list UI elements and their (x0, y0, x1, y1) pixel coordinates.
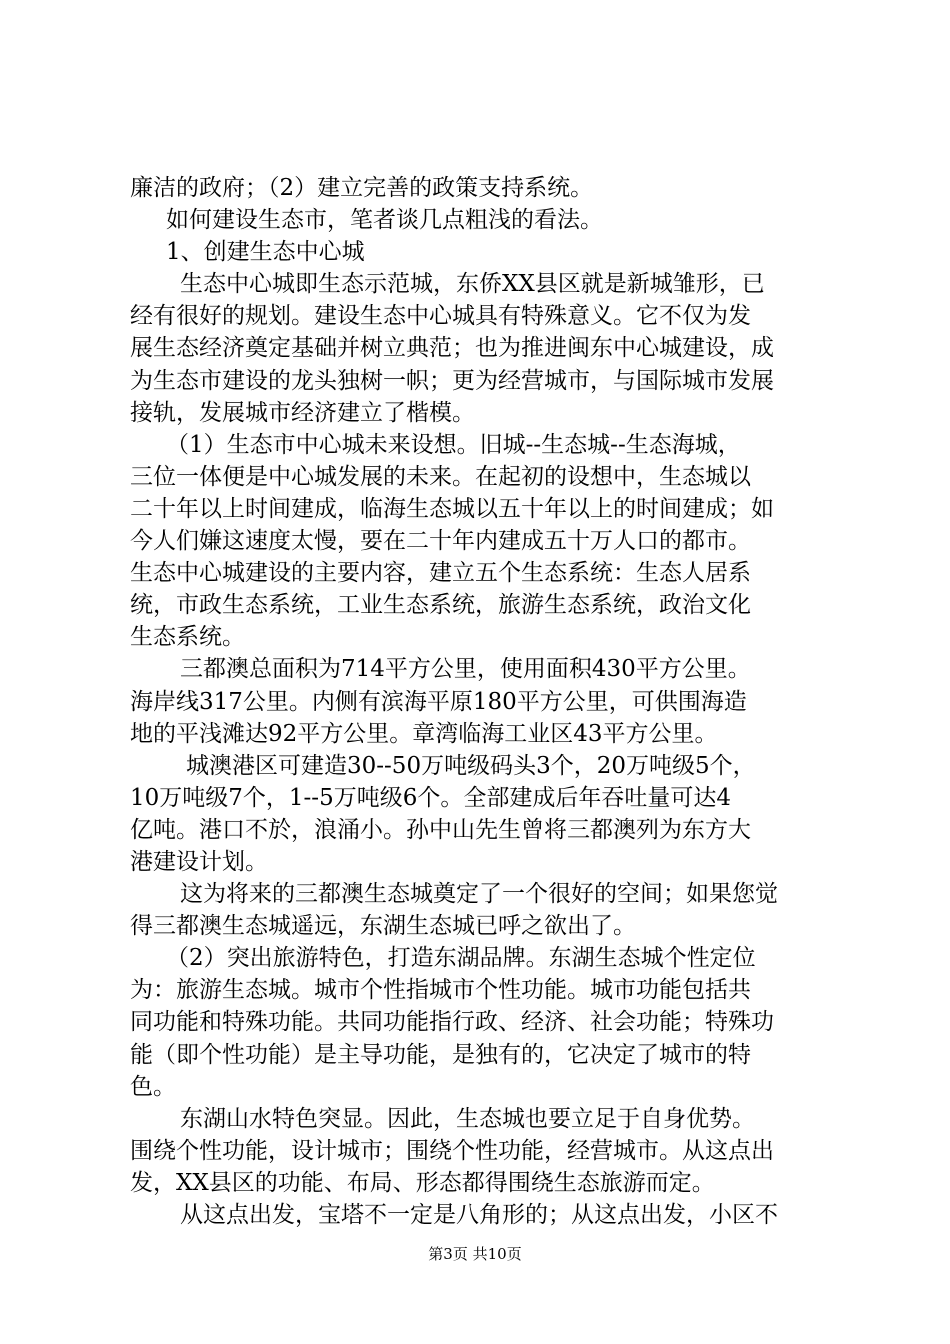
text-line: 10万吨级7个，1--5万吨级6个。全部建成后年吞吐量可达4 (130, 784, 731, 811)
text-line: 生态中心城建设的主要内容，建立五个生态系统：生态人居系 (130, 560, 751, 587)
text-line: 港建设计划。 (130, 848, 268, 875)
text-line: 1、创建生态中心城 (166, 239, 365, 266)
text-line: 经有很好的规划。建设生态中心城具有特殊意义。它不仅为发 (130, 303, 751, 330)
text-line: 城澳港区可建造30--50万吨级码头3个，20万吨级5个， (186, 752, 756, 779)
text-line: 海岸线317公里。内侧有滨海平原180平方公里，可供围海造 (130, 688, 747, 715)
text-line: 三位一体便是中心城发展的未来。在起初的设想中，生态城以 (130, 463, 751, 490)
text-line: 生态系统。 (130, 624, 245, 651)
text-line: 二十年以上时间建成，临海生态城以五十年以上的时间建成；如 (130, 495, 774, 522)
text-line: 围绕个性功能，设计城市；围绕个性功能，经营城市。从这点出 (130, 1137, 774, 1164)
text-line: 发，XX县区的功能、布局、形态都得围绕生态旅游而定。 (130, 1169, 715, 1196)
text-line: （2）突出旅游特色，打造东湖品牌。东湖生态城个性定位 (166, 945, 756, 972)
text-line: 为生态市建设的龙头独树一帜；更为经营城市，与国际城市发展 (130, 367, 774, 394)
text-line: 这为将来的三都澳生态城奠定了一个很好的空间；如果您觉 (180, 881, 778, 908)
page-footer: 第3页 共10页 (428, 1245, 522, 1263)
text-line: 能（即个性功能）是主导功能，是独有的，它决定了城市的特 (130, 1041, 751, 1068)
text-line: 生态中心城即生态示范城，东侨XX县区就是新城雏形，已 (180, 271, 765, 298)
text-line: 统，市政生态系统，工业生态系统，旅游生态系统，政治文化 (130, 592, 751, 619)
text-line: （1）生态市中心城未来设想。旧城--生态城--生态海城， (166, 431, 741, 458)
text-line: 从这点出发，宝塔不一定是八角形的；从这点出发，小区不 (180, 1202, 778, 1228)
document-body (130, 172, 830, 1231)
text-line: 同功能和特殊功能。共同功能指行政、经济、社会功能；特殊功 (130, 1009, 774, 1036)
text-line: 展生态经济奠定基础并树立典范；也为推进闽东中心城建设，成 (130, 335, 774, 362)
text-line: 亿吨。港口不於，浪涌小。孙中山先生曾将三都澳列为东方大 (130, 816, 751, 843)
text-line: 三都澳总面积为714平方公里，使用面积430平方公里。 (180, 656, 751, 683)
text-line: 廉洁的政府；（2）建立完善的政策支持系统。 (130, 175, 594, 201)
text-line: 为：旅游生态城。城市个性指城市个性功能。城市功能包括共 (130, 977, 751, 1004)
text-line: 如何建设生态市，笔者谈几点粗浅的看法。 (166, 207, 603, 234)
text-line: 地的平浅滩达92平方公里。章湾临海工业区43平方公里。 (130, 720, 718, 747)
text-line: 接轨，发展城市经济建立了楷模。 (130, 399, 475, 426)
text-line: 今人们嫌这速度太慢，要在二十年内建成五十万人口的都市。 (130, 528, 751, 555)
text-line: 色。 (130, 1073, 176, 1100)
text-line: 东湖山水特色突显。因此，生态城也要立足于自身优势。 (180, 1105, 755, 1132)
text-line: 得三都澳生态城遥远，东湖生态城已呼之欲出了。 (130, 913, 636, 940)
